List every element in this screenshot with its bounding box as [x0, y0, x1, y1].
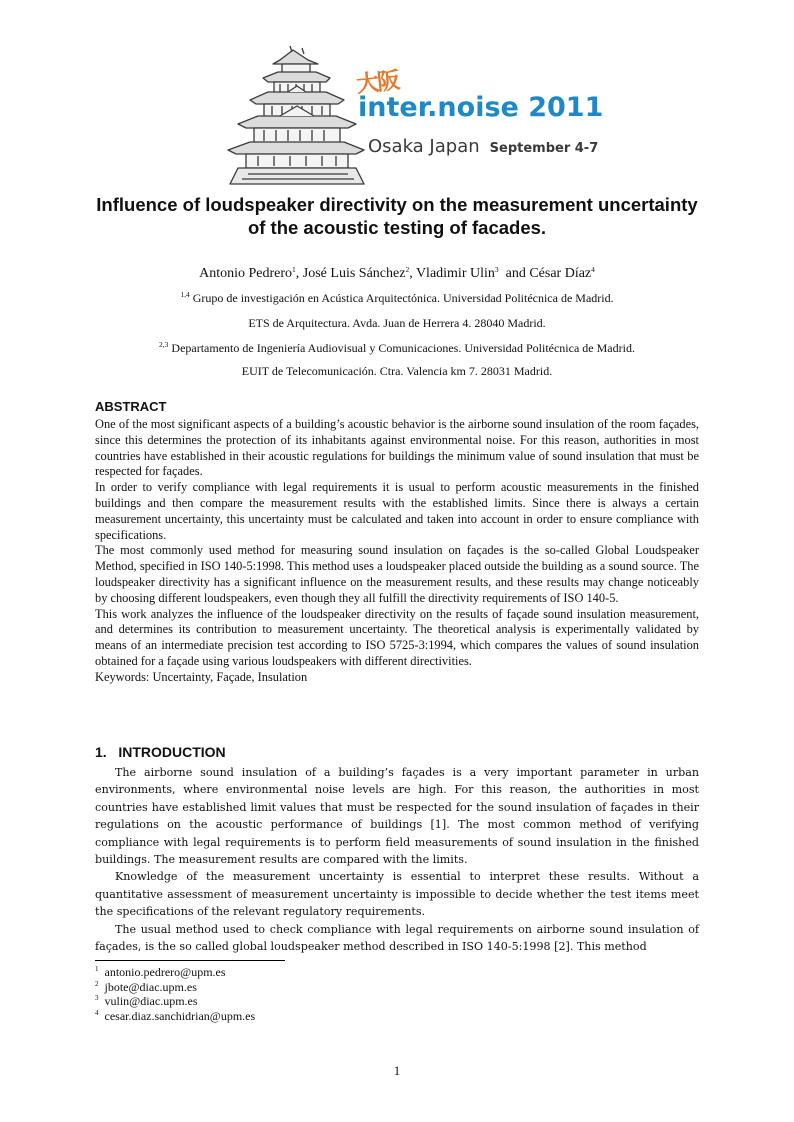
kanji-osaka: 大阪 [355, 67, 400, 99]
location-text: Osaka Japan [368, 136, 480, 157]
affiliation-1-line-1 [60, 291, 734, 306]
intro-paragraph: The airborne sound insulation of a building’s façades is a very important parameter in urban environments, where environmental noise levels are high. For this reason, the authorities in most countries have established limit values that must be respected for the sound insulation of façades in their regulations on the acoustic performance of buildings [1]. The most common method of verifying compliance with legal requirements is to perform field measurements of sound insulation in the finished buildings. The measurement results are compared with the limits. [95, 766, 699, 867]
footnote [95, 980, 255, 995]
paper-title [60, 193, 734, 239]
footnote [95, 1009, 255, 1024]
abstract-paragraph: This work analyzes the influence of the loudspeaker directivity on the results of façade sound insulation measurement, and determines its contribution to measurement uncertainty. The theoretical analysis is experimentally validated by means of an intermediate precision test according to ISO 5725-3:1994, which compares the values of sound insulation obtained for a façade using various loudspeakers with different directivities. [95, 606, 699, 668]
title-line-1: Influence of loudspeaker directivity on the measurement uncertainty [96, 194, 698, 215]
author-sup: 3 [494, 265, 499, 274]
affiliation-2-line-1 [60, 341, 734, 356]
conference-location [368, 136, 598, 157]
footnote-email: cesar.diaz.sanchidrian@upm.es [104, 1008, 256, 1023]
author-name: Vladimir Ulin [415, 266, 495, 281]
footnote-email: vulin@diac.upm.es [104, 994, 198, 1008]
abstract-paragraph: In order to verify compliance with legal requirements it is usual to perform acoustic measurements in the finished buildings and then compare the measurement results with the established limits. Since there is always a certain measurement uncertainty, this uncertainty must be calculated and taken into account in order to ensure compliance with specifications. [95, 480, 699, 542]
introduction-heading: 1. INTRODUCTION [95, 744, 226, 760]
author-name: César Díaz [529, 266, 592, 281]
footnote [95, 994, 255, 1009]
author-sep: , [409, 266, 416, 281]
footnote-email: jbote@diac.upm.es [104, 979, 197, 994]
affiliation-text: Departamento de Ingeniería Audiovisual y Comunicaciones. Universidad Politécnica de Madrid. [171, 341, 635, 355]
affiliation-text: Grupo de investigación en Acústica Arquitectónica. Universidad Politécnica de Madrid. [192, 291, 614, 305]
abstract-body [95, 417, 699, 686]
footnote-divider [95, 960, 285, 961]
page-number: 1 [393, 1063, 401, 1078]
intro-paragraph: The usual method used to check compliance with legal requirements on airborne sound insulation of façades, is the so called global loudspeaker method described in ISO 140-5:1998 [2]. This method [95, 922, 699, 954]
affiliation-2-line-2: EUIT de Telecomunicación. Ctra. Valencia km 7. 28031 Madrid. [241, 364, 553, 378]
author-sup: 4 [591, 265, 595, 274]
author-name: Antonio Pedrero [199, 266, 293, 281]
author-sep: , [295, 266, 303, 281]
conference-dates: September 4-7 [489, 141, 599, 156]
osaka-castle-icon [218, 42, 368, 187]
brand-name: inter.noise 2011 [358, 92, 604, 123]
author-list [60, 266, 734, 282]
abstract-paragraph: One of the most significant aspects of a building’s acoustic behavior is the airborne sound insulation of the room façades, since this determines the protection of its inhabitants against environmental noise. For this reason, authorities in most countries have established in their acoustic regulations for buildings the minimum value of sound insulation that must be respected for façades. [95, 417, 699, 479]
footnotes [95, 965, 255, 1023]
introduction-body [95, 764, 699, 955]
author-sup: 1 [292, 265, 296, 274]
footnote-number: 1 [95, 965, 99, 973]
affiliation-sup: 1,4 [180, 290, 190, 299]
author-sup: 2 [405, 265, 410, 274]
intro-paragraph: Knowledge of the measurement uncertainty is essential to interpret these results. Without a quantitative assessment of measurement uncertainty is impossible to decide whether the test items meet the specifications of the relevant regulatory requirements. [95, 870, 699, 919]
affiliation-1-line-2: ETS de Arquitectura. Avda. Juan de Herrera 4. 28040 Madrid. [248, 316, 546, 330]
footnote-number: 4 [95, 1008, 99, 1017]
author-name: José Luis Sánchez [302, 266, 406, 281]
abstract-heading: ABSTRACT [95, 399, 167, 414]
footnote-email: antonio.pedrero@upm.es [104, 965, 226, 979]
footnote-number: 2 [95, 979, 99, 988]
affiliation-sup: 2,3 [159, 340, 169, 349]
title-line-2: of the acoustic testing of facades. [247, 217, 547, 238]
footnote-number: 3 [95, 994, 99, 1002]
conference-logo [210, 40, 604, 190]
abstract-paragraph: The most commonly used method for measuring sound insulation on façades is the so-called Global Loudspeaker Method, specified in ISO 140-5:1998. This method uses a loudspeaker placed outside the building as a sound source. The loudspeaker directivity has a significant influence on the measurement results, and these results may change noticeably by choosing different loudspeakers, even though they all fulfill the directivity requirements of ISO 140-5. [95, 543, 699, 605]
footnote [95, 965, 255, 980]
author-sep: and [498, 266, 530, 281]
keywords: Keywords: Uncertainty, Façade, Insulation [95, 669, 308, 684]
